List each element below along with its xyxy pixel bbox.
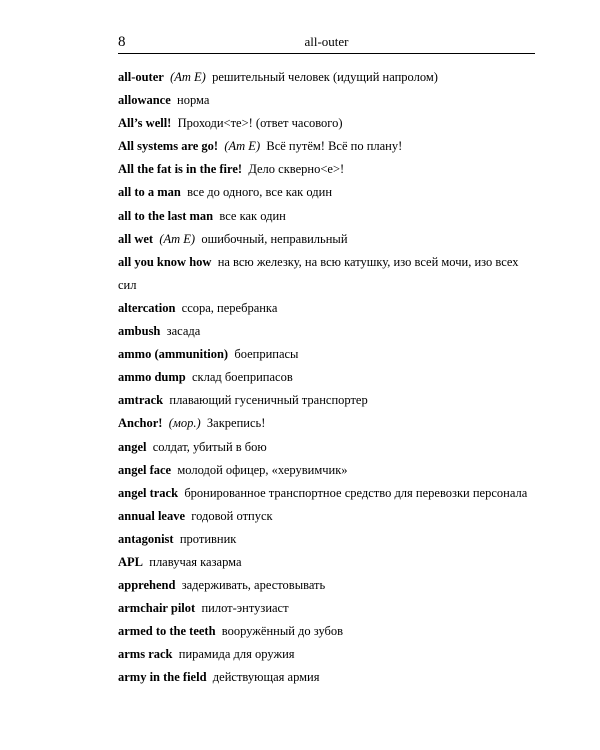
entry-definition: солдат, убитый в бою [152, 439, 267, 454]
entry-headword: All systems are go! [118, 139, 219, 154]
entry-definition: вооружённый до зубов [221, 624, 344, 639]
dictionary-entry [118, 181, 538, 204]
entry-headword: ammo (ammunition) [118, 347, 229, 362]
entry-usage-note: (Am E) [170, 70, 206, 84]
entry-definition: ссора, перебранка [181, 300, 278, 315]
entry-headword: angel face [118, 462, 172, 477]
page-number: 8 [118, 34, 126, 50]
dictionary-entry [118, 505, 538, 528]
entry-headword: apprehend [118, 578, 176, 593]
entry-headword: all you know how [118, 254, 212, 269]
entry-headword: ambush [118, 324, 161, 339]
entry-headword: All the fat is in the fire! [118, 162, 243, 177]
running-head: all-outer [304, 34, 349, 49]
entry-headword: ammo dump [118, 370, 186, 385]
entry-definition: ошибочный, неправильный [201, 231, 348, 246]
dictionary-entry [118, 597, 538, 620]
entry-definition: действующая армия [212, 670, 320, 685]
entry-headword: all-outer [118, 70, 164, 84]
entry-definition: молодой офицер, «херувимчик» [177, 462, 348, 477]
dictionary-entry [118, 205, 538, 228]
entry-definition: плавучая казарма [149, 554, 242, 569]
dictionary-entry [118, 251, 538, 297]
dictionary-entry [118, 343, 538, 366]
entry-headword: arms rack [118, 647, 173, 662]
entry-definition: Всё путём! Всё по плану! [266, 139, 403, 154]
entry-definition: Закрепись! [206, 416, 266, 431]
entry-headword: All’s well! [118, 116, 172, 131]
dictionary-entry [118, 620, 538, 643]
entry-definition: решительный человек (идущий напролом) [212, 70, 438, 84]
entry-headword: army in the field [118, 670, 207, 685]
dictionary-entry [118, 412, 538, 435]
entry-headword: allowance [118, 93, 171, 108]
entry-headword: angel track [118, 485, 179, 500]
header-rule [118, 53, 535, 54]
entry-definition: засада [166, 324, 201, 339]
dictionary-entry [118, 389, 538, 412]
entry-definition: Проходи<те>! (ответ часового) [177, 116, 343, 131]
entry-headword: amtrack [118, 393, 164, 408]
dictionary-entry [118, 366, 538, 389]
entry-definition: плавающий гусеничный транспортер [169, 393, 368, 408]
entry-headword: armed to the teeth [118, 624, 216, 639]
entry-definition: противник [179, 531, 237, 546]
entry-headword: armchair pilot [118, 601, 196, 616]
entry-definition: норма [177, 93, 210, 108]
entry-headword: all to a man [118, 185, 181, 200]
entry-definition: склад боеприпасов [191, 370, 293, 385]
dictionary-entry [118, 320, 538, 343]
dictionary-entry [118, 228, 538, 251]
entry-headword: altercation [118, 300, 176, 315]
dictionary-entry [118, 459, 538, 482]
dictionary-entry [118, 643, 538, 666]
entry-headword: all wet [118, 231, 154, 246]
entry-headword: Anchor! [118, 416, 163, 431]
entry-definition: Дело скверно<е>! [248, 162, 345, 177]
entry-definition: пилот-энтузиаст [201, 601, 289, 616]
dictionary-entry [118, 551, 538, 574]
entry-definition: задерживать, арестовывать [181, 578, 326, 593]
entry-definition: пирамида для оружия [178, 647, 295, 662]
dictionary-entry [118, 297, 538, 320]
dictionary-entries [118, 66, 538, 690]
entry-definition: все до одного, все как один [187, 185, 333, 200]
entry-definition: все как один [219, 208, 286, 223]
dictionary-entry [118, 112, 538, 135]
page-header [118, 34, 535, 56]
dictionary-entry [118, 135, 538, 158]
dictionary-entry [118, 666, 538, 689]
entry-headword: antagonist [118, 531, 174, 546]
dictionary-entry [118, 482, 538, 505]
dictionary-entry [118, 89, 538, 112]
dictionary-entry [118, 158, 538, 181]
dictionary-entry [118, 574, 538, 597]
entry-usage-note: (мор.) [168, 416, 201, 431]
entry-headword: annual leave [118, 508, 186, 523]
entry-definition: на всю железку, на всю катушку, изо всей мочи, изо всех сил [118, 254, 519, 292]
dictionary-entry [118, 66, 538, 89]
entry-definition: бронированное транспортное средство для перевозки персонала [184, 485, 528, 500]
entry-usage-note: (Am E) [159, 231, 196, 246]
dictionary-entry [118, 528, 538, 551]
entry-definition: годовой отпуск [191, 508, 273, 523]
entry-usage-note: (Am E) [224, 139, 261, 154]
entry-headword: all to the last man [118, 208, 214, 223]
entry-headword: APL [118, 554, 143, 569]
entry-definition: боеприпасы [234, 347, 299, 362]
dictionary-entry [118, 436, 538, 459]
entry-headword: angel [118, 439, 147, 454]
